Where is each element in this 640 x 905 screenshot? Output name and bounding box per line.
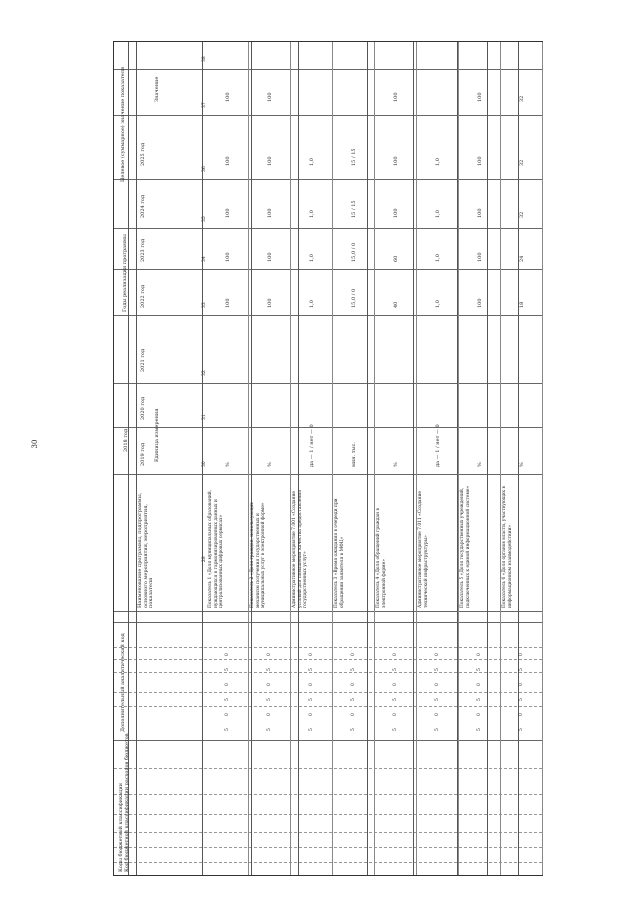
row-divider	[114, 672, 542, 673]
year-2025: 2025 год	[140, 142, 146, 166]
row-code-digit: 5	[477, 698, 482, 701]
row-divider	[114, 474, 542, 475]
row-code-digit: 0	[393, 713, 398, 716]
row-code-digit: 0	[309, 653, 314, 656]
row-value: 32	[519, 211, 525, 218]
row-value: 100	[393, 208, 399, 218]
row-divider	[114, 622, 542, 623]
row-value: 15,0 / 0	[351, 288, 357, 308]
row-value: 100	[225, 252, 231, 262]
row-divider	[114, 269, 542, 270]
row-code-digit: 0	[225, 653, 230, 656]
data-table	[113, 41, 543, 876]
col-number: 34	[202, 256, 207, 262]
row-unit: %	[393, 462, 399, 467]
row-code-digit: 0	[393, 683, 398, 686]
row-code-digit: 5	[435, 698, 440, 701]
row-value: 24	[519, 255, 525, 262]
row-code-digit: 5	[393, 728, 398, 731]
row-code-digit: 5	[351, 668, 356, 671]
row-code-digit: 0	[351, 683, 356, 686]
column-divider	[367, 42, 368, 875]
row-divider	[114, 659, 542, 660]
row-code-digit: 5	[477, 668, 482, 671]
row-band-divider	[248, 42, 249, 875]
row-code-digit: 0	[435, 653, 440, 656]
row-value: 100	[477, 298, 483, 308]
row-band-divider	[416, 42, 417, 875]
row-divider	[114, 115, 542, 116]
page-number: 30	[31, 439, 39, 449]
row-value: 100	[267, 298, 273, 308]
row-unit: %	[477, 462, 483, 467]
row-indicator-name: Показатель 1 «Доля муниципальных образований, нуждающихся в гармонизированных данных и централизованных цифровых сервисах»	[208, 489, 224, 608]
row-divider	[114, 383, 542, 384]
row-value: 100	[225, 92, 231, 102]
row-code-digit: 0	[267, 713, 272, 716]
row-indicator-name: Административное мероприятие 7.001 «Создание условий для повышения качества предоставления государственных услуг»	[292, 490, 308, 608]
row-value: 100	[225, 156, 231, 166]
column-divider	[487, 42, 488, 875]
row-divider	[114, 647, 542, 648]
row-code-digit: 0	[351, 713, 356, 716]
row-divider	[114, 228, 542, 229]
row-unit: да — 1 / нет — 0	[309, 424, 315, 467]
col-number: 28	[202, 556, 207, 562]
row-code-digit: 0	[435, 683, 440, 686]
row-code-digit: 5	[435, 728, 440, 731]
activity-code-header: Дополнительный аналитический код	[120, 633, 126, 732]
column-divider	[518, 42, 519, 875]
row-code-digit: 0	[225, 713, 230, 716]
row-code-digit: 5	[267, 698, 272, 701]
row-code-digit: 5	[519, 668, 524, 671]
row-value: 100	[225, 208, 231, 218]
row-code-digit: 0	[435, 713, 440, 716]
row-code-digit: 5	[225, 728, 230, 731]
row-code-digit: 0	[519, 713, 524, 716]
row-code-digit: 5	[267, 728, 272, 731]
row-code-digit: 0	[477, 683, 482, 686]
row-value: 1,0	[309, 158, 315, 166]
row-value: 1,0	[435, 158, 441, 166]
base-year-header: 2018 год	[123, 428, 129, 452]
row-value: 15 / 15	[351, 200, 357, 218]
year-2024: 2024 год	[140, 194, 146, 218]
row-unit: да — 1 / нет — 0	[435, 424, 441, 467]
row-code-digit: 5	[351, 728, 356, 731]
row-divider	[114, 315, 542, 316]
program-period-header: Годы реализации программы	[122, 234, 128, 312]
row-value: 100	[267, 156, 273, 166]
row-code-digit: 0	[477, 653, 482, 656]
row-indicator-name: Административное мероприятие 7.011 «Создание технической инфраструктуры»	[418, 490, 429, 608]
row-code-digit: 5	[393, 698, 398, 701]
row-value: 100	[267, 208, 273, 218]
row-divider	[114, 706, 542, 707]
row-unit: %	[225, 462, 231, 467]
row-value: 100	[393, 92, 399, 102]
row-value: 1,0	[309, 210, 315, 218]
unit-header: Единица измерения	[154, 408, 160, 462]
row-code-digit: 0	[477, 713, 482, 716]
row-band-divider	[458, 42, 459, 875]
row-value: 15,0 / 0	[351, 242, 357, 262]
row-code-digit: 5	[393, 668, 398, 671]
row-divider	[114, 427, 542, 428]
row-value: 100	[225, 298, 231, 308]
row-divider	[114, 740, 542, 741]
row-value: 1,0	[309, 254, 315, 262]
row-value: 40	[393, 301, 399, 308]
row-indicator-name: Показатель 4 «Доля обращений граждан в электронной форме»	[376, 508, 387, 608]
row-code-digit: 5	[225, 698, 230, 701]
col-number: 30	[202, 461, 207, 467]
row-value: 60	[393, 255, 399, 262]
col-number: 36	[202, 166, 207, 172]
row-value: 1,0	[435, 210, 441, 218]
row-code-digit: 5	[309, 698, 314, 701]
row-value: 100	[393, 156, 399, 166]
row-value: 1,0	[435, 254, 441, 262]
row-code-digit: 5	[435, 668, 440, 671]
row-code-digit: 5	[267, 668, 272, 671]
column-divider	[298, 42, 299, 875]
row-band-divider	[542, 42, 543, 875]
year-2021: 2021 год	[140, 348, 146, 372]
row-indicator-name: Показатель 6 «Доля органов власти, участвующих в информационном взаимодействии»	[502, 485, 513, 608]
row-code-digit: 5	[351, 698, 356, 701]
row-code-digit: 0	[309, 713, 314, 716]
year-2022: 2022 год	[140, 284, 146, 308]
row-value: 100	[477, 92, 483, 102]
row-value: 100	[477, 208, 483, 218]
final-value-sub: Значение	[154, 76, 160, 102]
row-value: 100	[477, 156, 483, 166]
row-value: 32	[519, 95, 525, 102]
column-divider	[136, 42, 137, 875]
row-code-digit: 0	[267, 683, 272, 686]
row-code-digit: 5	[519, 698, 524, 701]
row-value: 100	[477, 252, 483, 262]
row-divider	[114, 847, 542, 848]
row-unit: %	[519, 462, 525, 467]
row-value: 32	[519, 159, 525, 166]
column-divider	[251, 42, 252, 875]
year-2020: 2020 год	[140, 396, 146, 420]
row-divider	[114, 768, 542, 769]
row-indicator-name: Показатель 2 «Доля граждан, использующих механизм получения государственных и муниципальных услуг в электронной форме»	[250, 502, 266, 608]
row-code-digit: 0	[309, 683, 314, 686]
row-code-digit: 0	[519, 683, 524, 686]
row-code-digit: 5	[309, 728, 314, 731]
row-code-digit: 0	[267, 653, 272, 656]
col-number: 32	[202, 370, 207, 376]
row-divider	[114, 814, 542, 815]
row-code-digit: 5	[225, 668, 230, 671]
row-value: 18	[519, 301, 525, 308]
row-divider	[114, 611, 542, 612]
row-code-digit: 5	[309, 668, 314, 671]
row-divider	[114, 862, 542, 863]
row-value: 15 / 15	[351, 148, 357, 166]
col-number: 35	[202, 216, 207, 222]
col-number: 37	[202, 102, 207, 108]
final-value-header: Целевое (суммарное) значение показателя	[120, 66, 126, 182]
indicator-header: Наименование программы, подпрограммы, основного мероприятия, мероприятия, показателя	[137, 492, 154, 608]
row-value: 100	[267, 252, 273, 262]
row-code-digit: 0	[225, 683, 230, 686]
row-unit: мин. тыс.	[351, 442, 357, 467]
row-band-divider	[500, 42, 501, 875]
row-indicator-name: Показатель 3 «Время ожидания в очереди при обращении заявителя в МФЦ»	[334, 498, 345, 608]
col-number: 33	[202, 302, 207, 308]
row-divider	[114, 692, 542, 693]
row-divider	[114, 794, 542, 795]
row-band-divider	[374, 42, 375, 875]
column-divider	[413, 42, 414, 875]
row-value: 1,0	[309, 300, 315, 308]
budget-code-subheader: Код бюджетной классификации расходов бюджетов	[124, 733, 130, 872]
year-2023: 2023 год	[140, 238, 146, 262]
row-code-digit: 5	[519, 728, 524, 731]
row-value: 1,0	[435, 300, 441, 308]
col-number: 38	[202, 56, 207, 62]
budget-code-header: Коды бюджетной классификации	[118, 782, 124, 872]
row-unit: %	[267, 462, 273, 467]
row-value: 100	[267, 92, 273, 102]
row-code-digit: 0	[351, 653, 356, 656]
row-code-digit: 0	[393, 653, 398, 656]
col-number: 31	[202, 414, 207, 420]
row-divider	[114, 69, 542, 70]
row-code-digit: 5	[477, 728, 482, 731]
row-divider	[114, 832, 542, 833]
year-2019: 2019 год	[140, 442, 146, 466]
row-band-divider	[332, 42, 333, 875]
row-indicator-name: Показатель 5 «Доля государственных учреждений, подключенных к единой информационной системе»	[460, 485, 471, 608]
row-code-digit: 0	[519, 653, 524, 656]
row-band-divider	[290, 42, 291, 875]
row-divider	[114, 179, 542, 180]
